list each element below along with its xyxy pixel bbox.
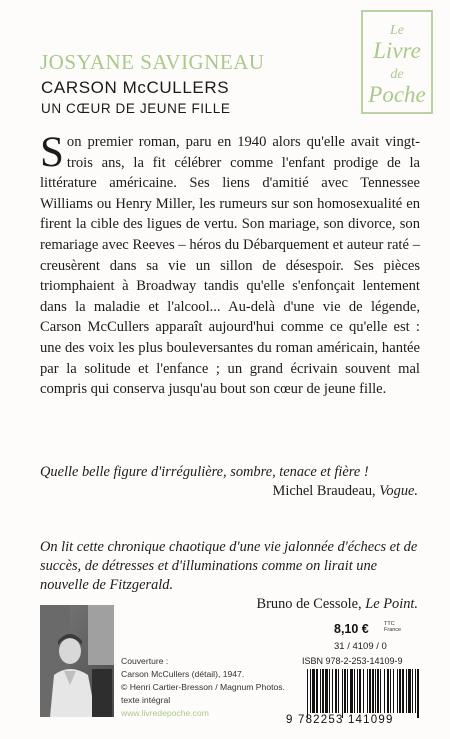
credits-photographer: © Henri Cartier-Bresson / Magnum Photos. [121, 682, 285, 692]
logo-line-1: Le [390, 23, 404, 38]
product-code: 31 / 4109 / 0 [334, 641, 387, 652]
quote-source: Vogue. [379, 483, 418, 499]
quote-author: Bruno de Cessole, [256, 596, 366, 612]
logo-line-3: de [390, 67, 404, 82]
quote-source: Le Point. [365, 596, 418, 612]
book-title: CARSON McCULLERS [41, 78, 230, 97]
book-subtitle: UN CŒUR DE JEUNE FILLE [41, 101, 231, 116]
author-name: JOSYANE SAVIGNEAU [40, 50, 265, 74]
book-summary [40, 129, 420, 400]
barcode-digits: 9 782253 141099 [286, 714, 394, 726]
isbn: ISBN 978-2-253-14109-9 [302, 656, 403, 666]
quote-text: Quelle belle figure d'irrégulière, sombre, tenace et fière ! [40, 464, 369, 480]
logo-line-2: Livre [373, 38, 421, 63]
quote-attribution [40, 482, 418, 501]
credits-label: Couverture : [121, 656, 169, 666]
integral-text-label: texte intégral [121, 695, 171, 705]
press-quote-1 [40, 463, 418, 501]
press-quote-2 [40, 538, 418, 614]
quote-author: Michel Braudeau, [272, 483, 380, 499]
price-tax-note [384, 621, 401, 633]
summary-dropcap: S [40, 129, 64, 176]
quote-text: On lit cette chronique chaotique d'une vie jalonnée d'échecs et de succès, de détresses et d'illuminations comme on lirait une nouvelle de Fitzgerald. [40, 539, 418, 593]
barcode-image [305, 669, 421, 718]
logo-line-4: Poche [368, 82, 426, 107]
credits-subject: Carson McCullers (détail), 1947. [121, 669, 245, 679]
price-tax-line-2: France [384, 627, 402, 633]
portrait-image [40, 605, 114, 717]
cover-photo [40, 605, 114, 717]
cover-credits [121, 655, 321, 720]
livre-de-poche-logo [361, 10, 433, 114]
price-tax-line-1: TTC [384, 621, 395, 627]
publisher-website: www.livredepoche.com [121, 708, 209, 718]
summary-text: on premier roman, paru en 1940 alors qu'elle avait vingt-trois ans, la fit célébrer comme l'enfant prodige de la littérature américaine. Ses liens d'amitié avec Tennessee Williams ou Henry Miller, les rumeurs sur son homosexualité en firent la cible des ligues de vertu. Son mariage, son divorce, son remariage avec Reeves – héros du Débarquement et auteur raté – creusèrent dans sa vie un sillon de désespoir. Ses pièces triomphaient à Broadway tandis qu'elle s'enfonçait lentement dans la maladie et l'alcool... Au-delà d'une vie de légende, Carson McCullers apparaît aujourd'hui comme ce qu'elle est : une des voix les plus bouleversantes du roman américain, hantée par la solitude et l'enfance ; un grand écrivain souvent mal compris qui conserva jusqu'au bout son cœur de jeune fille. [40, 134, 420, 398]
price: 8,10 € [334, 622, 369, 636]
